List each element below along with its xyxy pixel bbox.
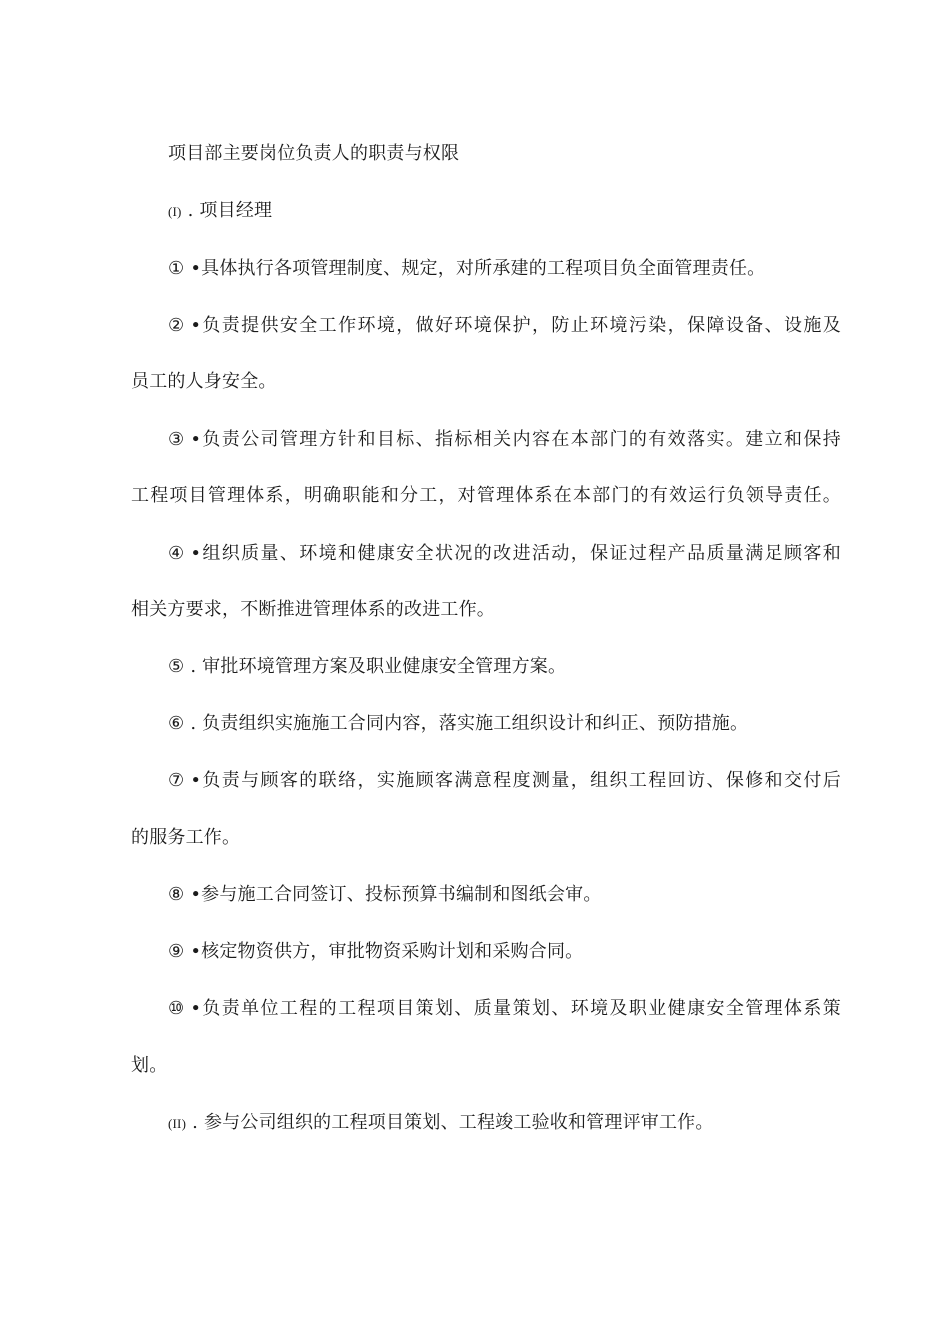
list-item-3 — [168, 428, 841, 452]
section-marker: (I) — [168, 204, 182, 219]
item-number: ④ — [168, 543, 185, 564]
item-text: •具体执行各项管理制度、规定，对所承建的工程项目负全面管理责任。 — [190, 258, 766, 279]
list-item-9 — [168, 940, 841, 964]
list-item-4-continuation: 相关方要求，不断推进管理体系的改进工作。 — [131, 599, 495, 620]
item-number: ⑨ — [168, 941, 185, 962]
list-item-2-continuation: 员工的人身安全。 — [131, 371, 277, 392]
list-item-2 — [168, 314, 841, 338]
item-number: ⑦ — [168, 770, 185, 791]
list-item-7 — [168, 769, 841, 793]
list-item-6 — [168, 712, 841, 736]
item-number: ③ — [168, 429, 185, 450]
item-number: ② — [168, 315, 185, 336]
section-heading-text: . 项目经理 — [187, 200, 273, 221]
list-item-5 — [168, 655, 841, 679]
section-heading-2 — [168, 1111, 841, 1136]
document-title: 项目部主要岗位负责人的职责与权限 — [168, 143, 460, 164]
item-text: •负责单位工程的工程项目策划、质量策划、环境及职业健康安全管理体系策 — [190, 998, 841, 1019]
list-item-8 — [168, 883, 841, 907]
section-marker: (II) — [168, 1116, 187, 1131]
item-text: •组织质量、环境和健康安全状况的改进活动，保证过程产品质量满足顾客和 — [190, 543, 841, 564]
item-number: ⑥ — [168, 713, 185, 734]
item-text: . 审批环境管理方案及职业健康安全管理方案。 — [190, 656, 567, 677]
section-heading-1 — [168, 199, 841, 224]
list-item-1 — [168, 257, 841, 281]
item-text: •负责提供安全工作环境，做好环境保护，防止环境污染，保障设备、设施及 — [190, 315, 841, 336]
item-number: ⑩ — [168, 998, 185, 1019]
item-number: ⑤ — [168, 656, 185, 677]
list-item-4 — [168, 542, 841, 566]
list-item-10-continuation: 划。 — [131, 1055, 168, 1076]
list-item-7-continuation: 的服务工作。 — [131, 827, 241, 848]
item-number: ⑧ — [168, 884, 185, 905]
item-text: •负责公司管理方针和目标、指标相关内容在本部门的有效落实。建立和保持 — [190, 429, 841, 450]
item-text: •核定物资供方，审批物资采购计划和采购合同。 — [190, 941, 584, 962]
section-heading-text: . 参与公司组织的工程项目策划、工程竣工验收和管理评审工作。 — [192, 1112, 714, 1133]
list-item-10 — [168, 997, 841, 1021]
item-text: •参与施工合同签订、投标预算书编制和图纸会审。 — [190, 884, 602, 905]
item-text: . 负责组织实施施工合同内容，落实施工组织设计和纠正、预防措施。 — [190, 713, 749, 734]
list-item-3-continuation: 工程项目管理体系，明确职能和分工，对管理体系在本部门的有效运行负领导责任。 — [131, 485, 841, 506]
item-number: ① — [168, 258, 185, 279]
item-text: •负责与顾客的联络，实施顾客满意程度测量，组织工程回访、保修和交付后 — [190, 770, 841, 791]
